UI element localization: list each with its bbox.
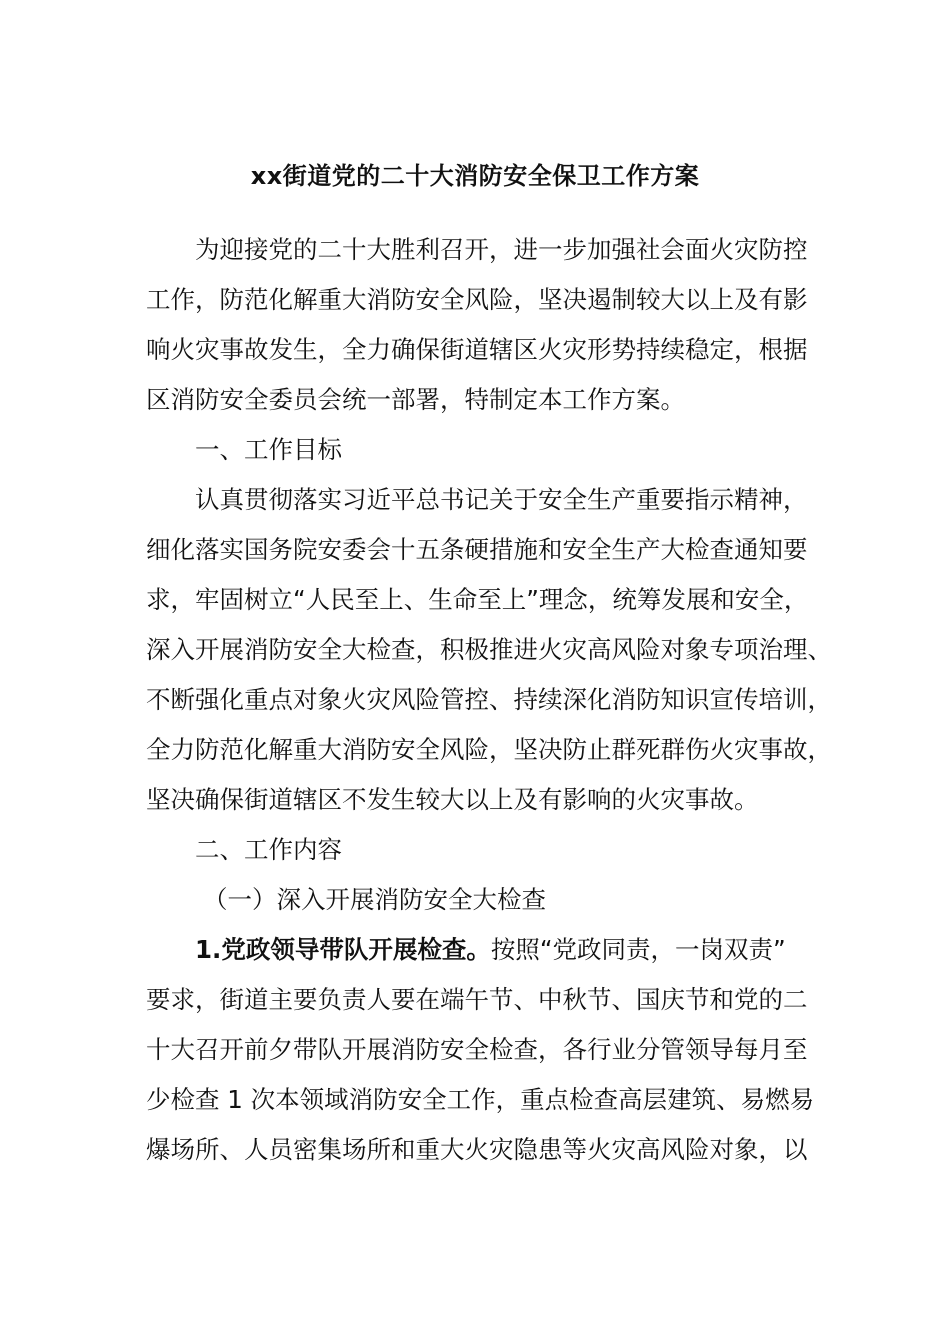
paragraph-line: 少检查 1 次本领域消防安全工作，重点检查高层建筑、易燃易 [146,1085,815,1114]
item-first-line [195,930,806,970]
paragraph-line: 为迎接党的二十大胜利召开，进一步加强社会面火灾防控 [195,235,808,264]
paragraph-line: 十大召开前夕带队开展消防安全检查，各行业分管领导每月至 [146,1035,808,1064]
document-title: xx街道党的二十大消防安全保卫工作方案 [250,162,700,190]
paragraph-line: 全力防范化解重大消防安全风险，坚决防止群死群伤火灾事故， [146,735,832,764]
paragraph-line: 认真贯彻落实习近平总书记关于安全生产重要指示精神， [195,485,808,514]
paragraph-line: 细化落实国务院安委会十五条硬措施和安全生产大检查通知要 [146,535,808,564]
section-heading-goals: 一、工作目标 [195,435,342,464]
paragraph-line: 区消防安全委员会统一部署，特制定本工作方案。 [146,385,685,414]
paragraph-line: 坚决确保街道辖区不发生较大以上及有影响的火灾事故。 [146,785,759,814]
paragraph-line: 爆场所、人员密集场所和重大火灾隐患等火灾高风险对象，以 [146,1135,808,1164]
paragraph-line: 深入开展消防安全大检查，积极推进火灾高风险对象专项治理、 [146,635,832,664]
item-text: 按照“党政同责，一岗双责” [490,935,786,964]
paragraph-line: 工作，防范化解重大消防安全风险，坚决遏制较大以上及有影 [146,285,808,314]
subsection-heading: （一）深入开展消防安全大检查 [203,885,546,914]
paragraph-line: 求，牢固树立“人民至上、生命至上”理念，统筹发展和安全， [146,585,809,614]
paragraph-line: 响火灾事故发生，全力确保街道辖区火灾形势持续稳定，根据 [146,335,808,364]
paragraph-line: 要求，街道主要负责人要在端午节、中秋节、国庆节和党的二 [146,985,808,1014]
section-heading-content: 二、工作内容 [195,835,342,864]
paragraph-line: 不断强化重点对象火灾风险管控、持续深化消防知识宣传培训， [146,685,832,714]
item-heading: 1.党政领导带队开展检查。 [195,935,491,964]
